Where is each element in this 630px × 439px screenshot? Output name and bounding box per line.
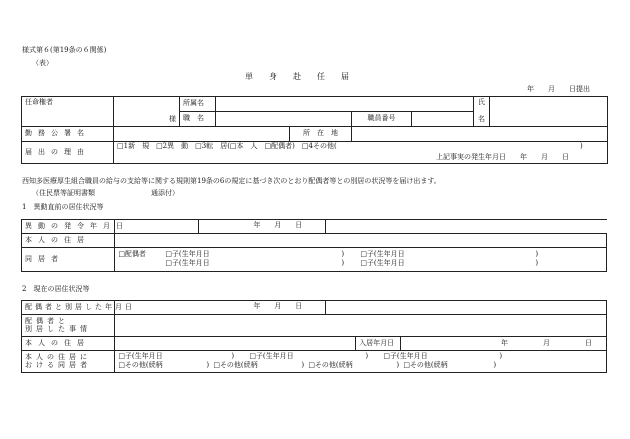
appointer-label: 任命権者	[25, 98, 53, 106]
reason-label: 届出の理由	[22, 142, 114, 164]
s2-child-3[interactable]: □子(生年月日	[383, 352, 428, 360]
s2-cohab-label-cell	[22, 351, 115, 373]
seal-label: 様	[169, 115, 176, 124]
s2-other-1[interactable]: □その他(続柄	[118, 361, 163, 369]
statement-line1: 西知多医療厚生組合職員の給与の支給等に関する規則第19条の6の規定に基づき次のとおり配偶者等との別居の状況等を届け出ます。	[22, 177, 441, 185]
dept-field[interactable]	[216, 97, 474, 112]
location-label: 所 在 地	[290, 127, 352, 142]
s1-cohab-label: 同居者	[22, 248, 115, 272]
seal-cell	[114, 97, 180, 127]
location-field[interactable]	[352, 127, 608, 142]
name-label-cell	[474, 97, 490, 127]
statement-line2: （住民票等証明書類 通添付）	[32, 189, 179, 197]
s2-child-1[interactable]: □子(生年月日	[118, 352, 163, 360]
reason-date: 上記事実の発生年月日 年 月 日	[436, 153, 569, 161]
s2-paren-4: )	[206, 361, 210, 369]
circ-label-1: 配偶者と	[25, 316, 69, 325]
name-label-1: 氏	[478, 98, 485, 107]
section2-table	[21, 300, 607, 373]
s1-paren-3: )	[535, 250, 539, 258]
s2-paren-5: )	[301, 361, 305, 369]
reason-paren-close: )	[580, 142, 583, 150]
sep-date-label: 配偶者と別居した年月日	[22, 301, 115, 315]
reason-options[interactable]: □1新 規 □2異 動 □3転 居(□本 人 □配偶者) □4その他(	[117, 142, 337, 150]
name-field[interactable]	[490, 97, 608, 127]
s2-paren-7: )	[493, 361, 497, 369]
office-field[interactable]	[114, 127, 290, 142]
s2-cohab-label-1: 本人の住居に	[25, 352, 91, 361]
s1-cohab-cell	[115, 248, 607, 272]
office-label: 勤務公署名	[22, 127, 114, 142]
s2-other-3[interactable]: □その他(続柄	[308, 361, 353, 369]
staff-no-field[interactable]	[412, 112, 474, 127]
s2-paren-2: )	[365, 352, 369, 360]
appointer-cell	[22, 97, 114, 127]
s1-address-label: 本人の住居	[22, 234, 115, 248]
move-date-value: 年 月 日	[253, 221, 303, 229]
s2-other-2[interactable]: □その他(続柄	[213, 361, 258, 369]
move-in-value[interactable]: 年 月 日	[401, 337, 607, 351]
s2-cohab-cell	[115, 351, 607, 373]
s2-other-4[interactable]: □その他(続柄	[403, 361, 448, 369]
s1-child-3[interactable]: □子(生年月日	[360, 250, 405, 258]
move-in-label: 入居年月日	[356, 337, 401, 351]
sep-date-cell[interactable]	[115, 301, 607, 315]
s1-child-4[interactable]: □子(生年月日	[360, 259, 405, 267]
s2-child-2[interactable]: □子(生年月日	[249, 352, 294, 360]
s1-paren-1: )	[341, 250, 345, 258]
applicant-table	[21, 96, 608, 164]
s2-cohab-label-2: おける同居者	[25, 360, 91, 369]
s2-paren-1: )	[231, 352, 235, 360]
job-label: 職 名	[180, 112, 216, 127]
job-field[interactable]	[216, 112, 352, 127]
move-date-label: 異動の発令年月日	[22, 220, 115, 234]
s2-paren-6: )	[396, 361, 400, 369]
dept-label: 所属名	[180, 97, 216, 112]
form-side: （表）	[32, 59, 53, 67]
s1-spouse-check[interactable]: □配偶者	[118, 250, 146, 258]
s1-child-1[interactable]: □子(生年月日	[165, 250, 210, 258]
sep-date-value: 年 月 日	[253, 302, 303, 310]
section1-heading: 1 異動直前の居住状況等	[22, 203, 104, 211]
circ-label-2: 別居した事情	[25, 324, 91, 333]
submit-date: 年 月 日提出	[527, 85, 590, 93]
s2-address-label: 本人の住居	[22, 337, 115, 351]
reason-cell	[114, 142, 608, 164]
section2-heading: 2 現在の居住状況等	[22, 285, 90, 293]
s2-paren-3: )	[499, 352, 503, 360]
staff-no-label: 職員番号	[352, 112, 412, 127]
name-label-2: 名	[478, 115, 485, 123]
section1-table	[21, 219, 607, 272]
s1-address-field[interactable]	[115, 234, 607, 248]
s1-paren-4: )	[535, 259, 539, 267]
move-date-cell[interactable]	[115, 220, 607, 234]
page-title: 単 身 赴 任 届	[245, 72, 349, 81]
circ-label-cell	[22, 315, 115, 337]
s2-address-field[interactable]	[115, 337, 356, 351]
s1-paren-2: )	[341, 259, 345, 267]
s1-child-2[interactable]: □子(生年月日	[165, 259, 210, 267]
circ-field[interactable]	[115, 315, 607, 337]
form-number: 様式第６(第19条の６関係)	[22, 46, 107, 54]
